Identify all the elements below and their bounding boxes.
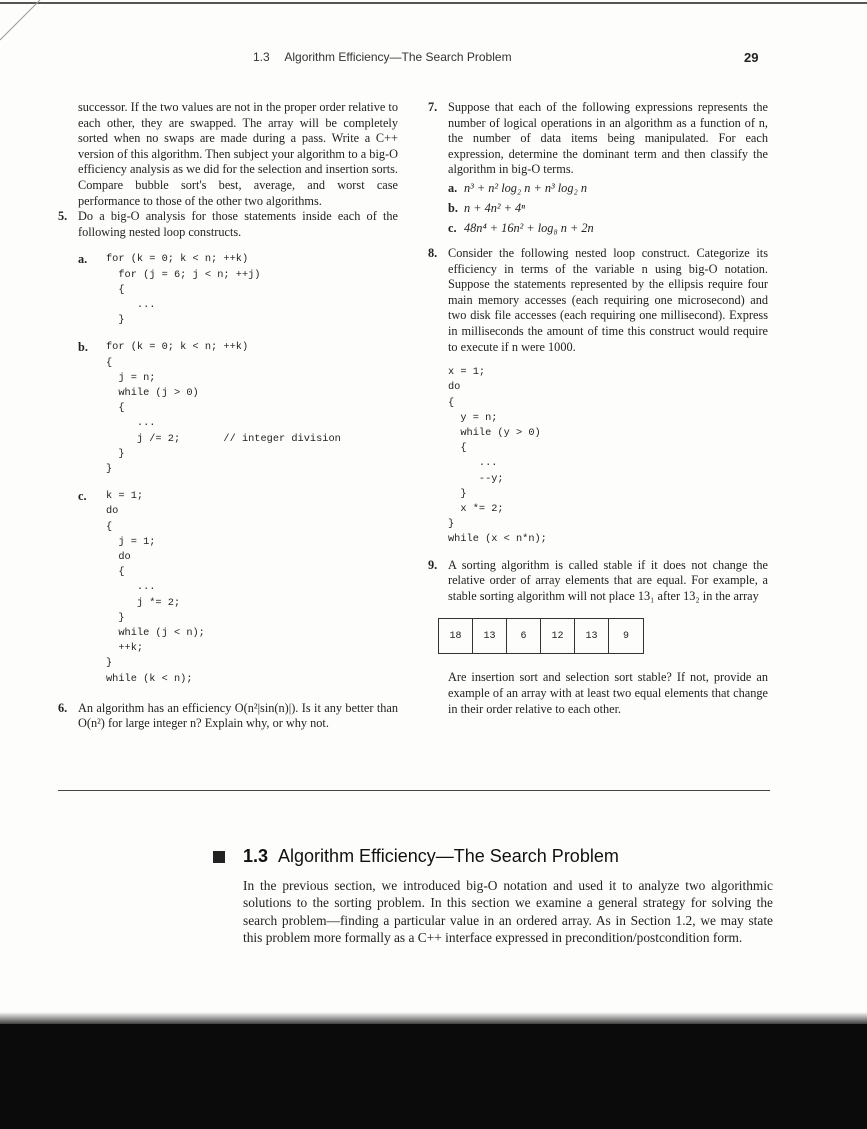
running-head-title: Algorithm Efficiency—The Search Problem [284, 50, 512, 64]
exercise-6-number: 6. [58, 700, 68, 715]
exercise-7b-expression: n + 4n² + 4ⁿ [464, 200, 526, 215]
exercise-6-text: An algorithm has an efficiency O(n²|sin(n)|). Is it any better than O(n²) for large integer n? Explain why, or why not. [78, 700, 398, 731]
array-cell: 18 [439, 619, 473, 653]
exercise-5-text: Do a big-O analysis for those statements inside each of the following nested loop constructs. [78, 209, 398, 239]
scan-black-band [0, 1024, 867, 1129]
exercise-8-code: x = 1; do { y = n; while (y > 0) { ... --y; } x *= 2; } while (x < n*n); [448, 366, 547, 546]
exercise-5b-code: for (k = 0; k < n; ++k) { j = n; while (j > 0) { ... j /= 2; // integer division } } [106, 341, 341, 475]
exercises-divider [58, 790, 770, 791]
exercise-5-number: 5. [58, 209, 68, 224]
exercise-6 [58, 701, 398, 732]
exercise-7-text: Suppose that each of the following expressions represents the number of logical operations in an algorithm as a function of n, the number of data items being manipulated. For each expression, determine the dominant term and then classify the algorithm in big-O terms. [448, 100, 768, 177]
exercise-7a-expression: n³ + n² log₂ n + n³ log₂ n [464, 180, 587, 195]
exercise-7a [448, 178, 768, 198]
array-cell: 12 [541, 619, 575, 653]
array-cell: 13 [575, 619, 609, 653]
exercise-9 [428, 558, 768, 605]
exercise-7c [448, 218, 768, 238]
running-head [253, 50, 512, 64]
exercise-8 [428, 246, 768, 355]
section-heading-number: 1.3 [243, 846, 269, 866]
exercise-7c-expression: 48n⁴ + 16n² + log₈ n + 2n [464, 220, 594, 235]
exercise-7 [428, 100, 768, 178]
exercise-7b-label: b. [448, 200, 458, 215]
exercise-9-followup: Are insertion sort and selection sort stable? If not, provide an example of an array with at least two equal elements that change in their order relative to each other. [448, 670, 768, 716]
exercise-7b [448, 198, 768, 218]
exercise-7-number: 7. [428, 100, 438, 114]
exercise-5c [58, 489, 398, 687]
page-number: 29 [744, 50, 759, 65]
left-column [58, 100, 398, 732]
exercise-7a-label: a. [448, 180, 458, 195]
exercise-5c-label: c. [78, 489, 87, 504]
exercise-8-text: Consider the following nested loop construct. Categorize its efficiency in terms of the variable n using big-O notation. Suppose the statements represented by the ellipsis require four main memory accesses (each requiring one microsecond) and two disk file accesses (each requiring one millisecond). Express in milliseconds the amount of time this construct would require to execute if n were 1000. [448, 245, 768, 354]
scan-corner-mark [0, 0, 60, 60]
exercise-9-text: A sorting algorithm is called stable if it does not change the relative order of array elements that are equal. For example, a stable sorting algorithm will not place 13₁ after 13₂ in the array [448, 557, 768, 603]
array-cell: 6 [507, 619, 541, 653]
exercise-5a [58, 252, 398, 328]
right-column [428, 100, 768, 717]
running-head-section-number: 1.3 [253, 50, 270, 64]
square-bullet-icon [213, 851, 225, 863]
array-cell: 13 [473, 619, 507, 653]
top-border [0, 2, 867, 4]
section-heading-title: Algorithm Efficiency—The Search Problem [278, 846, 619, 866]
example-array [438, 618, 644, 654]
exercise-4-continuation: successor. If the two values are not in the proper order relative to each other, they are swapped. The array will be completely sorted when no swaps are made during a pass. Write a C++ version of this algorithm. Then subject your algorithm to a big-O efficiency analysis as we did for the selection and insertion sorts. Compare bubble sort's best, average, and worst case performance to those of the other two algorithms. [78, 100, 398, 208]
section-1-3 [213, 846, 773, 947]
exercise-8-number: 8. [428, 245, 438, 260]
array-cell: 9 [622, 630, 629, 642]
exercise-9-number: 9. [428, 557, 438, 572]
section-body: In the previous section, we introduced big-O notation and used it to analyze two algorithmic solutions to the sorting problem. In this section we examine a general strategy for solving the search problem—finding a particular value in an ordered array. As in Section 1.2, we may state this problem more formally as a C++ interface expressed in precondition/postcondition form. [243, 878, 773, 946]
exercise-5b-label: b. [78, 340, 88, 355]
exercise-5b [58, 340, 398, 477]
exercise-5c-code: k = 1; do { j = 1; do { ... j *= 2; } while (j < n); ++k; } while (k < n); [106, 490, 205, 685]
exercise-5a-label: a. [78, 252, 88, 267]
exercise-5a-code: for (k = 0; k < n; ++k) for (j = 6; j < n; ++j) { ... } [106, 253, 261, 327]
exercise-7c-label: c. [448, 220, 457, 235]
exercise-5 [58, 209, 398, 240]
section-heading [213, 846, 773, 867]
